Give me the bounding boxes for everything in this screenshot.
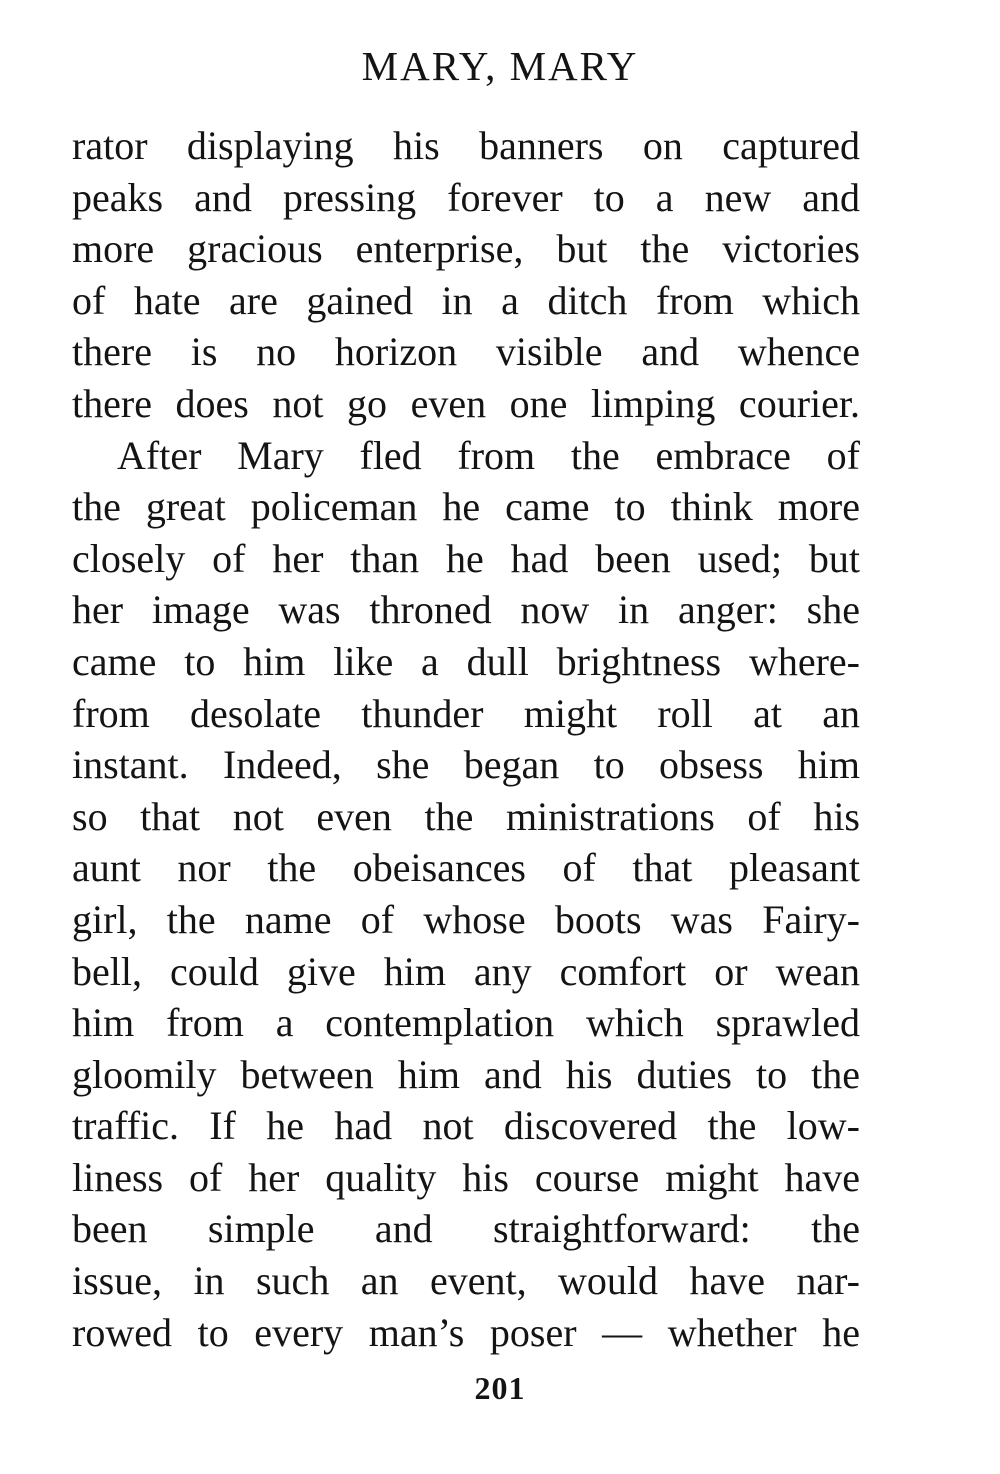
text-line: more gracious enterprise, but the victories [72, 226, 860, 272]
text-line: gloomily between him and his duties to the [72, 1051, 860, 1097]
text-line: aunt nor the obeisances of that pleasant [72, 845, 860, 891]
text-line: of hate are gained in a ditch from which [72, 277, 860, 323]
text-line: peaks and pressing forever to a new and [72, 174, 860, 220]
text-line: instant. Indeed, she began to obsess him [72, 742, 860, 788]
text-line: issue, in such an event, would have nar- [72, 1258, 860, 1304]
text-line: girl, the name of whose boots was Fairy- [72, 896, 860, 942]
text-line: been simple and straightforward: the [72, 1206, 860, 1252]
text-line: traffic. If he had not discovered the low- [72, 1103, 860, 1149]
running-head: MARY, MARY [361, 43, 639, 89]
page-number: 201 [474, 1370, 526, 1406]
text-line: so that not even the ministrations of his [72, 793, 860, 839]
text-line: liness of her quality his course might have [72, 1154, 860, 1200]
paragraph-start-line: After Mary fled from the embrace of [117, 432, 860, 478]
text-line: the great policeman he came to think more [72, 484, 860, 530]
paragraph-end-line: there does not go even one limping courier. [72, 380, 860, 426]
text-line: him from a contemplation which sprawled [72, 1000, 860, 1046]
text-line: her image was throned now in anger: she [72, 587, 860, 633]
text-line: bell, could give him any comfort or wean [72, 948, 860, 994]
text-line: closely of her than he had been used; but [72, 535, 860, 581]
text-line: from desolate thunder might roll at an [72, 690, 860, 736]
text-line: there is no horizon visible and whence [72, 329, 860, 375]
body-text [72, 120, 860, 1358]
text-line: came to him like a dull brightness where- [72, 638, 860, 684]
text-line: rowed to every man’s poser — whether he [72, 1309, 860, 1355]
text-line: rator displaying his banners on captured [72, 123, 860, 168]
